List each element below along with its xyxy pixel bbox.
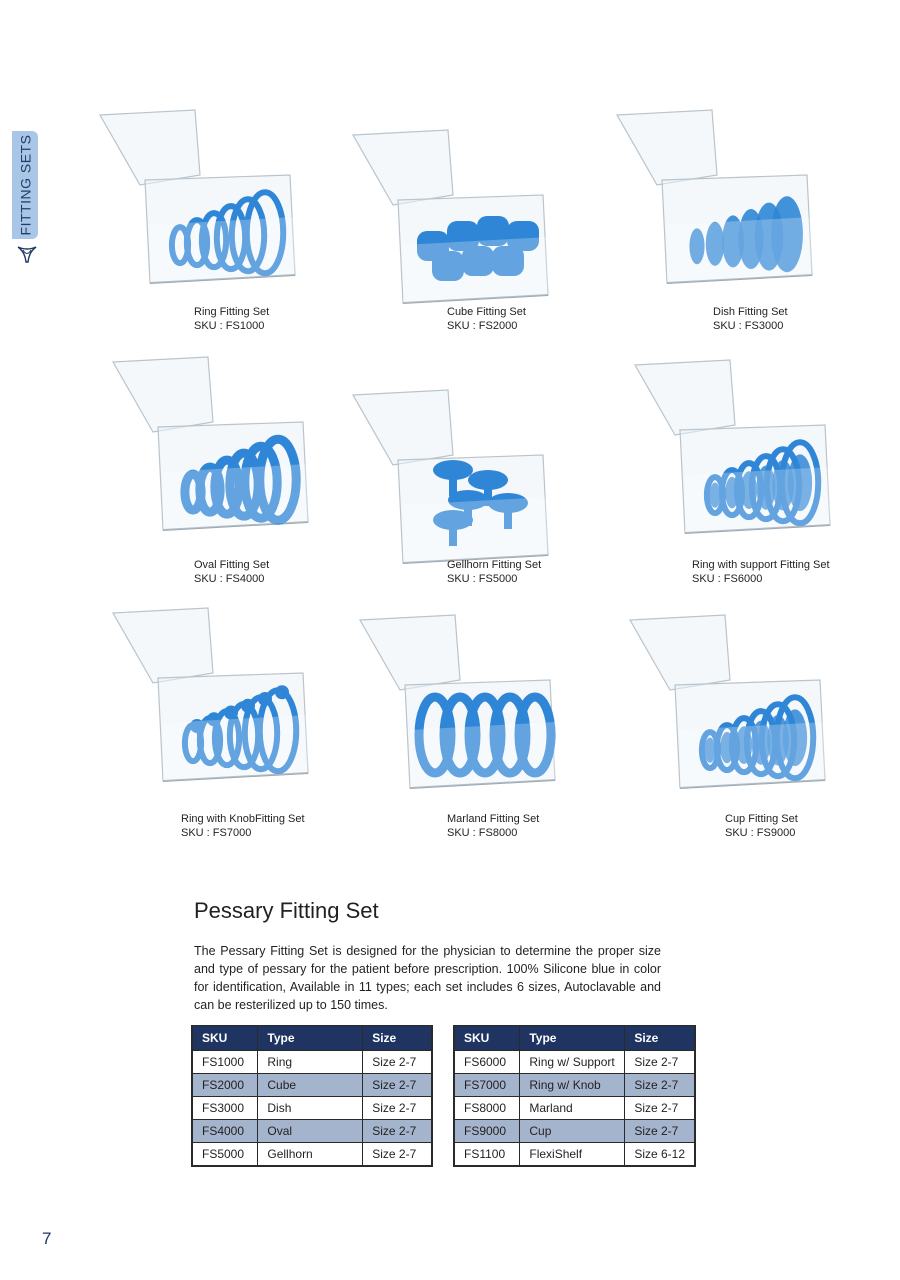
table-cell: FS3000 (192, 1097, 258, 1120)
product-caption (692, 558, 830, 586)
product-name: Oval Fitting Set (194, 559, 270, 571)
table-cell: FS4000 (192, 1120, 258, 1143)
table-row (454, 1120, 695, 1143)
table-cell: FS2000 (192, 1074, 258, 1097)
table-cell: Size 6-12 (625, 1143, 695, 1166)
product-caption (194, 305, 269, 333)
product-name: Ring with support Fitting Set (692, 559, 830, 571)
table-cell: Size 2-7 (363, 1097, 432, 1120)
table-cell: Gellhorn (258, 1143, 363, 1166)
product-name: Cube Fitting Set (447, 306, 526, 318)
table-header-cell: SKU (192, 1026, 258, 1051)
table-cell: Oval (258, 1120, 363, 1143)
table-row (192, 1074, 432, 1097)
table-row (454, 1051, 695, 1074)
table-cell: Size 2-7 (625, 1074, 695, 1097)
section-side-tab-label: FITTING SETS (17, 134, 34, 236)
product-name: Ring Fitting Set (194, 306, 270, 318)
product-photo-marland (355, 610, 575, 795)
table-header-row (192, 1026, 432, 1051)
product-name: Dish Fitting Set (713, 306, 788, 318)
sku-table-left (191, 1025, 433, 1167)
product-name: Ring with KnobFitting Set (181, 813, 305, 825)
table-cell: FS8000 (454, 1097, 520, 1120)
product-caption (181, 812, 305, 840)
section-side-tab (12, 131, 38, 239)
product-sku: SKU : FS9000 (725, 827, 796, 839)
table-header-row (454, 1026, 695, 1051)
product-sku: SKU : FS6000 (692, 573, 763, 585)
table-row (192, 1051, 432, 1074)
product-name: Marland Fitting Set (447, 813, 540, 825)
table-cell: Size 2-7 (363, 1120, 432, 1143)
table-cell: Dish (258, 1097, 363, 1120)
product-name: Cup Fitting Set (725, 813, 798, 825)
product-caption (194, 558, 269, 586)
table-cell: Marland (520, 1097, 625, 1120)
table-row (454, 1074, 695, 1097)
table-cell: Ring w/ Knob (520, 1074, 625, 1097)
product-photo-oval (108, 352, 328, 537)
sku-table-right (453, 1025, 696, 1167)
table-cell: Size 2-7 (363, 1143, 432, 1166)
product-caption (725, 812, 798, 840)
table-cell: Size 2-7 (363, 1051, 432, 1074)
table-cell: FS1000 (192, 1051, 258, 1074)
table-header-cell: Type (258, 1026, 363, 1051)
table-cell: FS5000 (192, 1143, 258, 1166)
product-sku: SKU : FS8000 (447, 827, 518, 839)
product-sku: SKU : FS7000 (181, 827, 252, 839)
product-caption (447, 305, 526, 333)
table-cell: Size 2-7 (625, 1120, 695, 1143)
product-sku: SKU : FS1000 (194, 320, 265, 332)
table-cell: FS9000 (454, 1120, 520, 1143)
table-row (192, 1120, 432, 1143)
product-photo-gellhorn (348, 385, 568, 570)
table-row (192, 1143, 432, 1166)
table-row (454, 1097, 695, 1120)
table-cell: Size 2-7 (625, 1097, 695, 1120)
product-caption (447, 812, 539, 840)
table-row (454, 1143, 695, 1166)
section-description: The Pessary Fitting Set is designed for the physician to determine the proper size and type of pessary for the patient before prescription. 100% Silicone blue in color for identification, Available in 11 types; each set includes 6 sizes, Autoclavable and can be resterilized up to 150 times. (194, 944, 661, 1012)
product-photo-dish (612, 105, 832, 290)
product-photo-ring (95, 105, 315, 290)
table-cell: Ring (258, 1051, 363, 1074)
table-cell: Ring w/ Support (520, 1051, 625, 1074)
product-sku: SKU : FS5000 (447, 573, 518, 585)
product-photo-support (630, 355, 850, 540)
table-cell: Cube (258, 1074, 363, 1097)
table-row (192, 1097, 432, 1120)
table-cell: FS6000 (454, 1051, 520, 1074)
table-header-cell: SKU (454, 1026, 520, 1051)
product-sku: SKU : FS2000 (447, 320, 518, 332)
table-header-cell: Size (363, 1026, 432, 1051)
table-cell: FS7000 (454, 1074, 520, 1097)
product-photo-cube (348, 125, 568, 310)
product-caption (447, 558, 541, 586)
table-cell: Size 2-7 (363, 1074, 432, 1097)
section-title: Pessary Fitting Set (194, 898, 379, 923)
table-cell: Cup (520, 1120, 625, 1143)
brand-logo-icon (17, 245, 37, 263)
product-photo-knob (108, 603, 328, 788)
page-number: 7 (42, 1229, 52, 1248)
table-header-cell: Type (520, 1026, 625, 1051)
table-cell: FS1100 (454, 1143, 520, 1166)
product-photo-cup (625, 610, 845, 795)
table-header-cell: Size (625, 1026, 695, 1051)
product-sku: SKU : FS4000 (194, 573, 265, 585)
table-cell: Size 2-7 (625, 1051, 695, 1074)
table-cell: FlexiShelf (520, 1143, 625, 1166)
product-caption (713, 305, 788, 333)
product-name: Gellhorn Fitting Set (447, 559, 542, 571)
product-sku: SKU : FS3000 (713, 320, 784, 332)
